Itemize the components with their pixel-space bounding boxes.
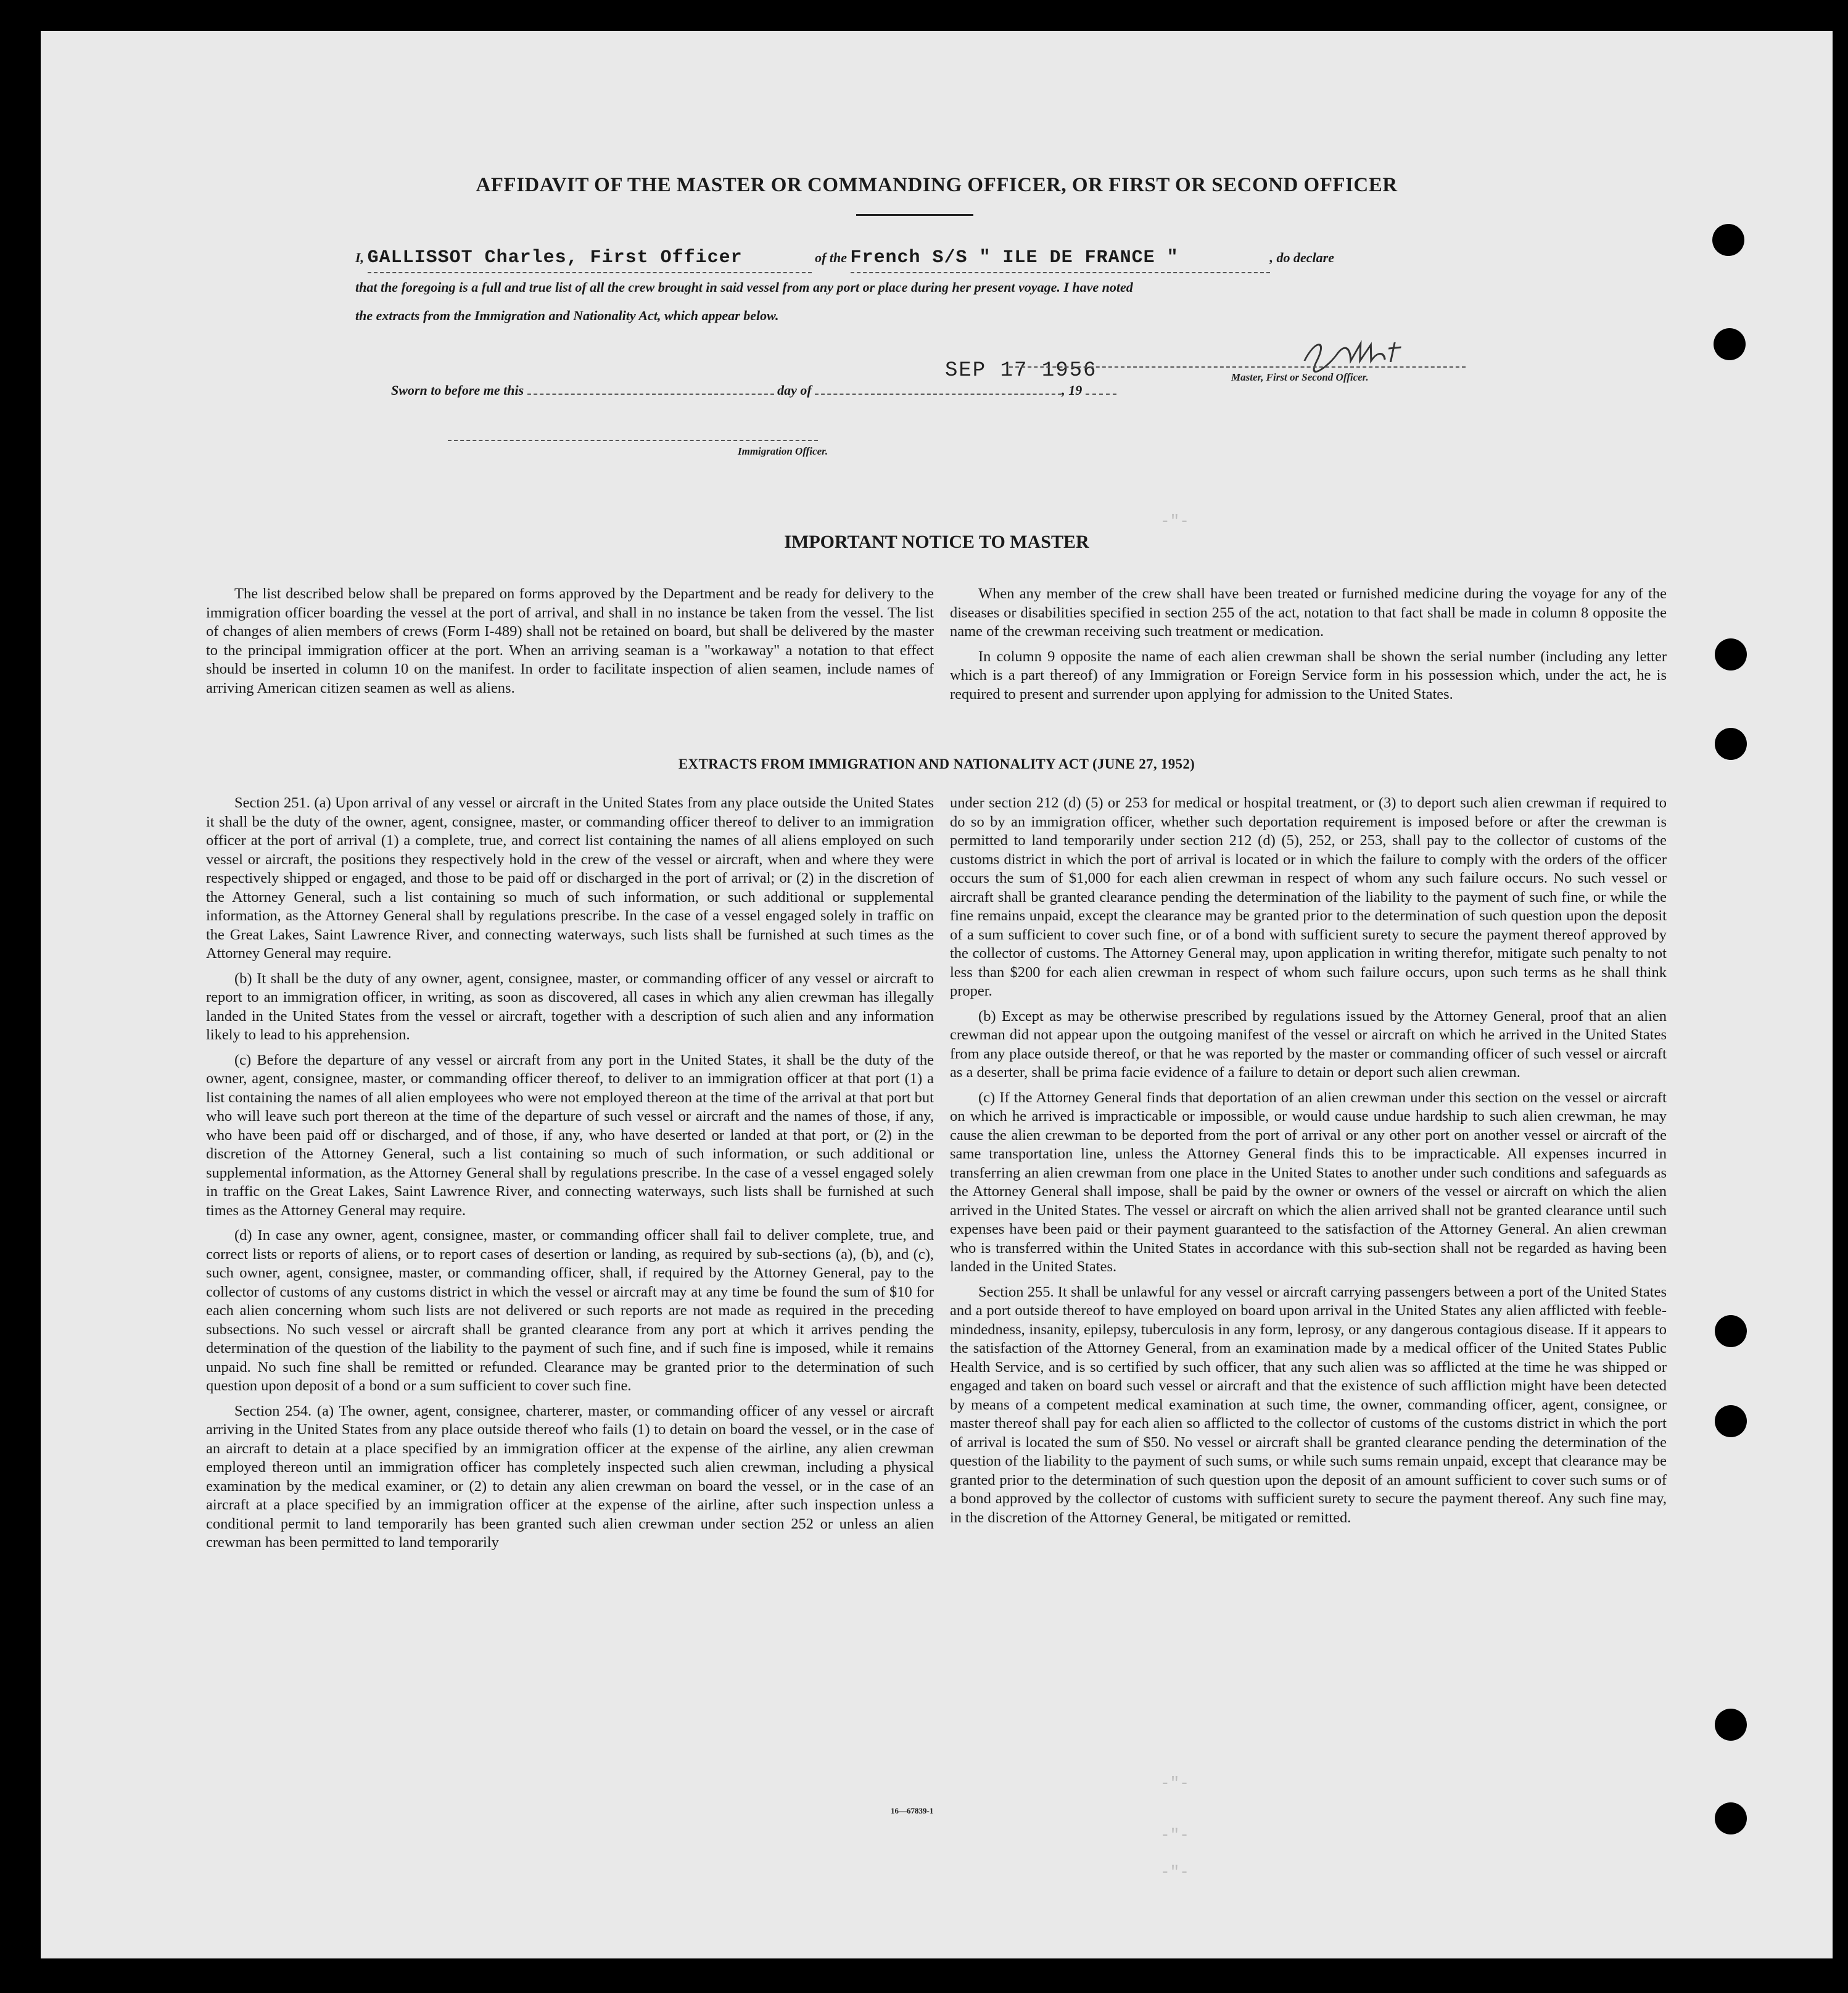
act-paragraph: (d) In case any owner, agent, consignee, master, or commanding officer shall fail to deliver complete, true, and correct lists or reports of aliens, or to report cases of desertion or landing, as required by sub-sections (a), (b), and (c), such owner, agent, consignee, master, or commanding officer, shall, if required by the Attorney General, pay to the collector of customs of any customs district in which the vessel or aircraft may at any time be found the sum of $10 for each alien concerning whom such lists are not delivered or such reports are not made as required in the preceding subsections. No such vessel or aircraft shall be granted clearance from any port at which it arrives pending the determination of the question of the liability to the payment of such fine, and if such fine is imposed, while it remains unpaid. No such fine shall be remitted or refunded. Clearance may be granted prior to the determination of such question upon deposit of a bond or a sum sufficient to cover such fine. bbox=[206, 1227, 934, 1394]
extracts-right-column bbox=[950, 794, 1667, 1533]
sworn-day-field bbox=[527, 394, 774, 395]
form-number: 16—67839-1 bbox=[891, 1806, 934, 1815]
sworn-line bbox=[391, 382, 1116, 398]
date-stamp: SEP 17 1956 bbox=[945, 359, 1097, 382]
notice-paragraph: When any member of the crew shall have been treated or furnished medicine during the voyage for any of the diseases or disabilities specified in section 255 of the act, notation to that fact shall be made in column 8 opposite the name of the crewman receiving such treatment or medication. bbox=[950, 585, 1667, 640]
signature-line bbox=[1009, 366, 1466, 368]
year-label: , 19 bbox=[1062, 382, 1083, 398]
declaration bbox=[355, 244, 1527, 330]
signature-scribble bbox=[1296, 336, 1409, 373]
bleed-through-mark: -"- bbox=[1160, 1774, 1189, 1793]
act-paragraph: Section 251. (a) Upon arrival of any vessel or aircraft in the United States from any place outside the United States it shall be the duty of the owner, agent, consignee, master, or commanding officer thereof to deliver to an immigration officer at the port of arrival (1) a complete, true, and correct list containing the names of all aliens employed on such vessel or aircraft, the positions they respectively hold in the crew of the vessel or aircraft, when and where they were respectively shipped or engaged, and those to be paid off or discharged in the port of arrival; or (2) in the discretion of the Attorney General, such a list containing so much of such information, or such additional or supplemental information, as the Attorney General shall by regulations prescribe. In the case of a vessel engaged solely in traffic on the Great Lakes, Saint Lawrence River, and connecting waterways, such lists shall be furnished at such times as the Attorney General may require. bbox=[206, 794, 934, 962]
signature-caption: Master, First or Second Officer. bbox=[1231, 371, 1369, 383]
act-paragraph: (b) Except as may be otherwise prescribed by regulations issued by the Attorney General, proof that an alien crewman did not appear upon the outgoing manifest of the vessel or aircraft on which he arrived in the United States from any place outside thereof, or that he was reported by the master or commanding officer of such vessel or aircraft as a deserter, shall be prima facie evidence of a failure to detain or deport such alien crewman. bbox=[950, 1007, 1667, 1081]
immigration-officer-caption: Immigration Officer. bbox=[738, 445, 828, 457]
do-declare-label: , do declare bbox=[1269, 250, 1334, 265]
act-paragraph: (c) Before the departure of any vessel or aircraft from any port in the United States, it shall be the duty of the owner, agent, consignee, master, or commanding officer thereof, to deliver to an immigration officer at that port (1) a list containing the names of all alien employees who were not employed thereon at the time of the arrival at that port but who will leave such port thereon at the time of the departure of such vessel or aircraft and the names of those, if any, who have been paid off or discharged, and of those, if any, who have deserted or landed at that port, or (2) in the discretion of the Attorney General, such a list containing so much of such information, or such additional or supplemental information, as the Attorney General shall by regulations prescribe. In the case of a vessel engaged solely in traffic on the Great Lakes, Saint Lawrence River, and connecting waterways, such lists shall be furnished at such times as the Attorney General may require. bbox=[206, 1051, 934, 1219]
sworn-month-field bbox=[815, 394, 1062, 395]
immigration-officer-line bbox=[448, 440, 818, 441]
act-paragraph: (b) It shall be the duty of any owner, agent, consignee, master, or commanding officer of any vessel or aircraft to report to an immigration officer, in writing, as soon as discovered, all cases in which any alien crewman has illegally landed in the United States from the vessel or aircraft, together with a description of such alien and any information likely to lead to his apprehension. bbox=[206, 970, 934, 1043]
title-rule bbox=[856, 214, 973, 216]
extracts-heading: EXTRACTS FROM IMMIGRATION AND NATIONALITY ACT (JUNE 27, 1952) bbox=[678, 756, 1195, 772]
officer-field: GALLISSOT Charles, First Officer bbox=[368, 244, 812, 273]
bleed-through-mark: -"- bbox=[1160, 1826, 1189, 1844]
notice-right-column bbox=[950, 585, 1667, 710]
notice-heading: IMPORTANT NOTICE TO MASTER bbox=[784, 532, 1089, 552]
binder-hole bbox=[1715, 1315, 1747, 1347]
bleed-through-mark: -"- bbox=[1160, 1863, 1189, 1881]
document-page bbox=[41, 31, 1833, 1958]
binder-hole bbox=[1712, 224, 1744, 256]
act-paragraph: Section 254. (a) The owner, agent, consignee, charterer, master, or commanding officer of any vessel or aircraft arriving in the United States from any place outside thereof who fails (1) to detain on board the vessel, or in the case of an aircraft to detain at a place specified by an immigration officer at the expense of the airline, any alien crewman employed thereon until an immigration officer has completely inspected such alien crewman, including a physical examination by the medical examiner, or (2) to detain any alien crewman on board the vessel, or in the case of an aircraft at a place specified by an immigration officer at the expense of the airline, after such inspection unless a conditional permit to land temporarily has been granted such alien crewman under section 252 or unless an alien crewman has been permitted to land temporarily bbox=[206, 1402, 934, 1551]
declaration-line-3: the extracts from the Immigration and Nationality Act, which appear below. bbox=[355, 308, 779, 323]
vessel-field: French S/S " ILE DE FRANCE " bbox=[851, 244, 1270, 273]
act-paragraph: (c) If the Attorney General finds that deportation of an alien crewman under this section on the vessel or aircraft on which he arrived is impracticable or impossible, or would cause undue hardship to such alien crewman, he may cause the alien crewman to be deported from the port of arrival or any other port on another vessel or aircraft of the same transportation line, unless the Attorney General finds this to be impracticable. All expenses incurred in transferring an alien crewman from one place in the United States to another under such conditions and safeguards as the Attorney General shall impose, shall be paid by the owner or owners of the vessel or aircraft on which the alien arrived in the United States. The vessel or aircraft on which the alien arrived shall not be granted clearance until such expenses have been paid or their payment guaranteed to the satisfaction of the Attorney General. An alien crewman who is transferred within the United States in accordance with this sub-section shall not be regarded as having been landed in the United States. bbox=[950, 1089, 1667, 1275]
affidavit-title: AFFIDAVIT OF THE MASTER OR COMMANDING OFFICER, OR FIRST OR SECOND OFFICER bbox=[476, 174, 1398, 196]
binder-hole bbox=[1715, 1405, 1747, 1437]
i-label: I, bbox=[355, 250, 365, 265]
notice-paragraph: In column 9 opposite the name of each alien crewman shall be shown the serial number (including any letter which is a part thereof) of any Immigration or Foreign Service form in his possession which, under the act, he is required to present and surrender upon applying for admission to the United States. bbox=[950, 648, 1667, 703]
binder-hole bbox=[1715, 638, 1747, 671]
day-of-label: day of bbox=[777, 382, 812, 398]
declaration-line-1 bbox=[355, 244, 1527, 273]
binder-hole bbox=[1714, 328, 1746, 360]
of-the-label: of the bbox=[815, 250, 848, 265]
act-paragraph: Section 255. It shall be unlawful for any vessel or aircraft carrying passengers between a port of the United States and a port outside thereof to have employed on board upon arrival in the United States any alien afflicted with feeble-mindedness, insanity, epilepsy, tuberculosis in any form, leprosy, or any dangerous contagious disease. If it appears to the satisfaction of the Attorney General, from an examination made by a medical officer of the United States Public Health Service, and is so certified by such officer, that any such alien was so afflicted at the time he was shipped or engaged and taken on board such vessel or aircraft and that the existence of such affliction might have been detected by means of a competent medical examination at such time, the owner, commanding officer, agent, consignee, or master thereof shall pay for each alien so afflicted to the collector of customs of the customs district in which the port of arrival is located the sum of $50. No vessel or aircraft shall be granted clearance pending the determination of the question of the liability to the payment of such sums, or while such sums remain unpaid, except that clearance may be granted prior to the determination of such question upon the deposit of an amount sufficient to cover such sums or of a bond approved by the collector of customs with sufficient surety to secure the payment thereof. Any such fine may, in the discretion of the Attorney General, be mitigated or remitted. bbox=[950, 1283, 1667, 1526]
notice-left-column bbox=[206, 585, 934, 704]
extracts-left-column bbox=[206, 794, 934, 1559]
bleed-through-mark: -"- bbox=[1160, 512, 1189, 530]
declaration-line-2: that the foregoing is a full and true list of all the crew brought in said vessel from any port or place during her present voyage. I have noted bbox=[355, 279, 1133, 295]
act-paragraph: under section 212 (d) (5) or 253 for medical or hospital treatment, or (3) to deport such alien crewman if required to do so by an immigration officer, whether such deportation requirement is imposed before or after the crewman is permitted to land temporarily under section 212 (d) (5), 252, or 253, shall pay to the collector of customs of the customs district in which the port of arrival is located or in which the failure to comply with the orders of the officer occurs the sum of $1,000 for each alien crewman in respect of whom any such failure occurs. No such vessel or aircraft shall be granted clearance pending the determination of the liability to the payment of such fine, or while the fine remains unpaid, except the clearance may be granted prior to the determination of such question upon the deposit of a sum sufficient to cover such fine, or of a bond with sufficient surety to secure the payment thereof approved by the collector of customs. The Attorney General may, upon application in writing therefor, mitigate such penalty to not less than $200 for each alien crewman in respect of whom such failure occurs, upon such terms as he shall think proper. bbox=[950, 794, 1667, 999]
notice-paragraph: The list described below shall be prepared on forms approved by the Department and be ready for delivery to the immigration officer boarding the vessel at the port of arrival, and shall in no instance be taken from the vessel. The list of changes of alien members of crews (Form I-489) shall not be retained on board, but shall be delivered by the master to the principal immigration officer at the port. When an arriving seaman is a "workaway" a notation to that effect should be inserted in column 10 on the manifest. In order to facilitate inspection of alien seamen, include names of arriving American citizen seamen as well as aliens. bbox=[206, 585, 934, 696]
binder-hole bbox=[1715, 728, 1747, 760]
binder-hole bbox=[1715, 1802, 1747, 1834]
binder-hole bbox=[1715, 1709, 1747, 1741]
sworn-label: Sworn to before me this bbox=[391, 382, 524, 398]
sworn-year-field bbox=[1086, 394, 1116, 395]
